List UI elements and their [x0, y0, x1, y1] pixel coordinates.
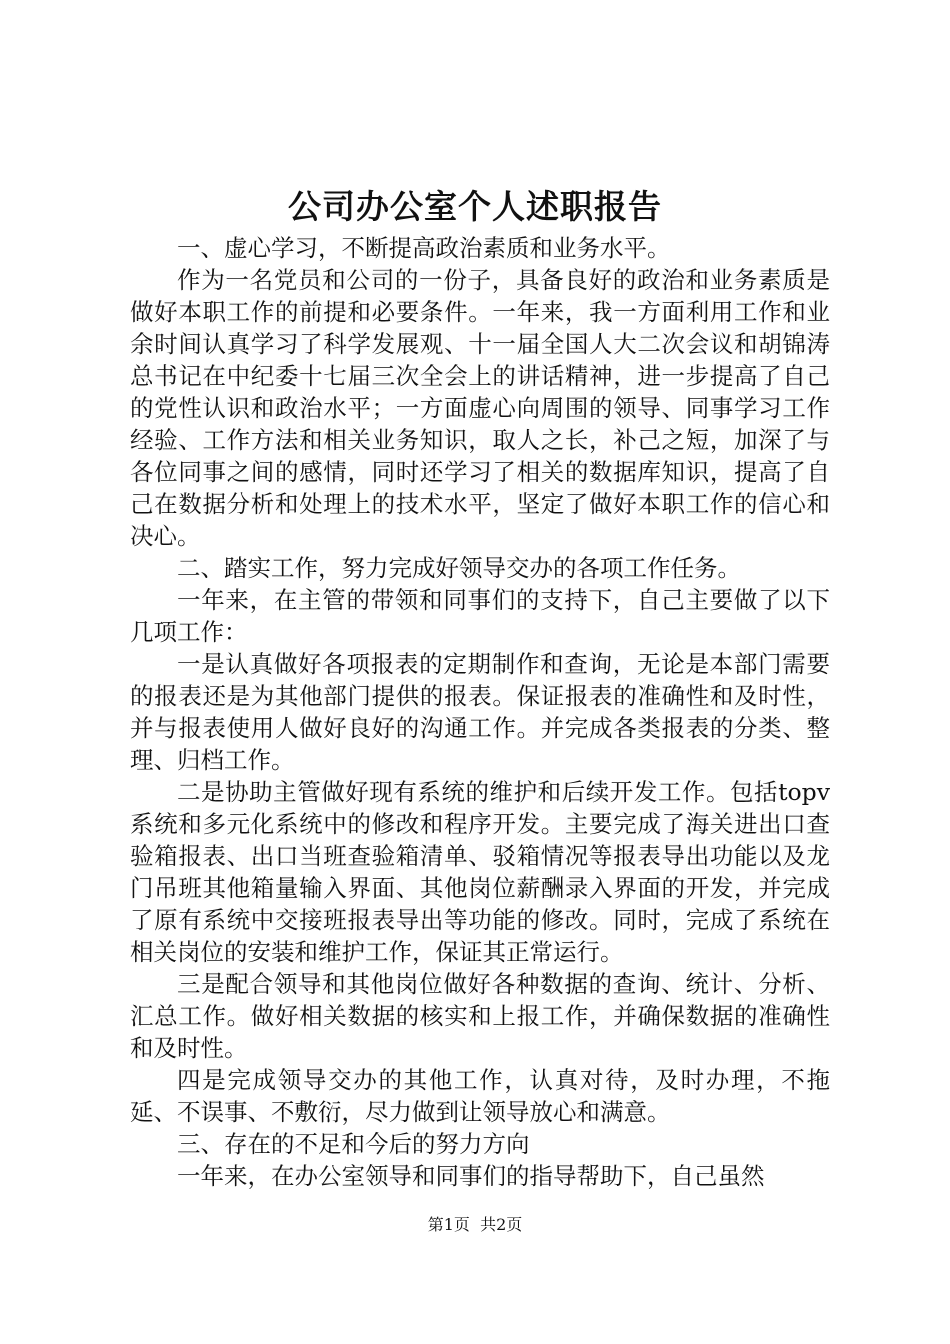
section-heading-1: 一、虚心学习，不断提高政治素质和业务水平。: [177, 234, 671, 262]
paragraph-work-1: 一是认真做好各项报表的定期制作和查询，无论是本部门需要的报表还是为其他部门提供的报表。保证报表的准确性和及时性，并与报表使用人做好良好的沟通工作。并完成各类报表的分类、整理、归档工作。: [130, 650, 830, 774]
paragraph-work-4: 四是完成领导交办的其他工作，认真对待，及时办理，不拖延、不误事、不敷衍，尽力做到让领导放心和满意。: [130, 1066, 830, 1126]
document-title: 公司办公室个人述职报告: [288, 187, 662, 226]
paragraph-work-2: 二是协助主管做好现有系统的维护和后续开发工作。包括topv系统和多元化系统中的修改和程序开发。主要完成了海关进出口查验箱报表、出口当班查验箱清单、驳箱情况等报表导出功能以及龙门吊班其他箱量输入界面、其他岗位薪酬录入界面的开发，并完成了原有系统中交接班报表导出等功能的修改。同时，完成了系统在相关岗位的安装和维护工作，保证其正常运行。: [130, 778, 830, 966]
paragraph-shortcomings: 一年来，在办公室领导和同事们的指导帮助下，自己虽然: [177, 1162, 765, 1190]
page-footer: [0, 1214, 950, 1236]
paragraph-work-3: 三是配合领导和其他岗位做好各种数据的查询、统计、分析、汇总工作。做好相关数据的核实和上报工作，并确保数据的准确性和及时性。: [130, 970, 830, 1062]
section-heading-2: 二、踏实工作，努力完成好领导交办的各项工作任务。: [177, 554, 741, 582]
page-total: 共2页: [480, 1215, 523, 1234]
section-heading-3: 三、存在的不足和今后的努力方向: [177, 1130, 530, 1158]
footer-spacer: [470, 1215, 480, 1234]
document-body: [130, 232, 830, 1192]
paragraph-study: 作为一名党员和公司的一份子，具备良好的政治和业务素质是做好本职工作的前提和必要条件。一年来，我一方面利用工作和业余时间认真学习了科学发展观、十一届全国人大二次会议和胡锦涛总书记在中纪委十七届三次全会上的讲话精神，进一步提高了自己的党性认识和政治水平；一方面虚心向周围的领导、同事学习工作经验、工作方法和相关业务知识，取人之长，补己之短，加深了与各位同事之间的感情，同时还学习了相关的数据库知识，提高了自己在数据分析和处理上的技术水平，坚定了做好本职工作的信心和决心。: [130, 266, 830, 550]
paragraph-work-intro: 一年来，在主管的带领和同事们的支持下，自己主要做了以下几项工作：: [130, 586, 830, 646]
page-number: 第1页: [427, 1215, 470, 1234]
